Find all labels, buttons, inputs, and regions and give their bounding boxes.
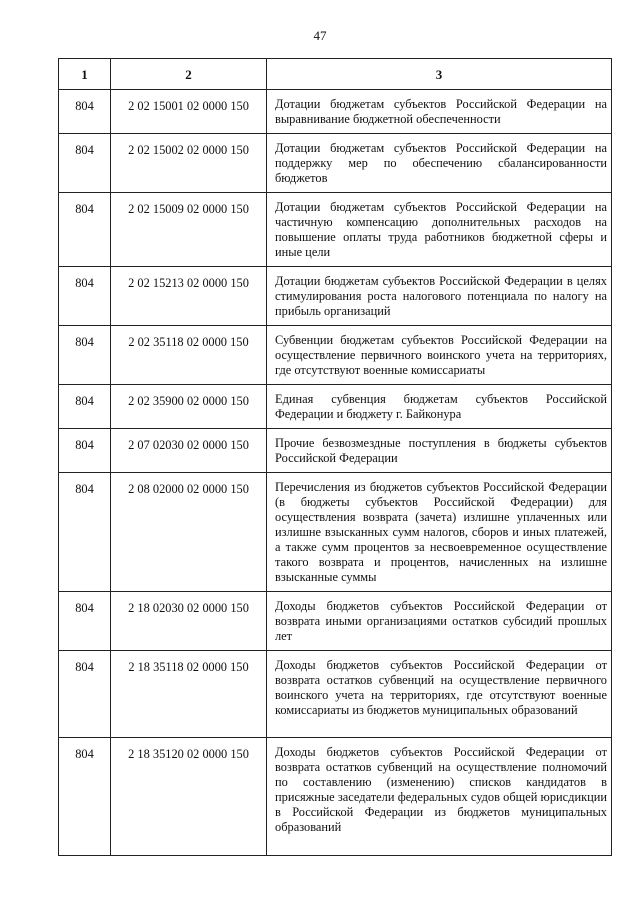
admin-code-cell: 804 (59, 134, 111, 193)
revenue-code-cell: 2 02 35900 02 0000 150 (111, 385, 267, 429)
admin-code-cell: 804 (59, 738, 111, 856)
admin-code-cell: 804 (59, 651, 111, 738)
table-row (59, 90, 612, 134)
column-header-3: 3 (267, 59, 612, 90)
description-cell: Перечисления из бюджетов субъектов Российской Федерации (в бюджеты субъектов Российской Федерации) для осуществления возврата (зачета) излишне уплаченных или излишне взысканных сумм налогов, сборов и иных платежей, а также сумм процентов за несвоевременное осуществление такого возврата и процентов, начисленных на излишне взысканные суммы (267, 473, 612, 592)
table-row (59, 326, 612, 385)
revenue-code-cell: 2 18 02030 02 0000 150 (111, 592, 267, 651)
description-cell: Доходы бюджетов субъектов Российской Федерации от возврата иными организациями остатков субсидий прошлых лет (267, 592, 612, 651)
description-cell: Субвенции бюджетам субъектов Российской Федерации на осуществление первичного воинского учета на территориях, где отсутствуют военные комиссариаты (267, 326, 612, 385)
admin-code-cell: 804 (59, 90, 111, 134)
description-cell: Доходы бюджетов субъектов Российской Федерации от возврата остатков субвенций на осуществление полномочий по составлению (изменению) списков кандидатов в присяжные заседатели федеральных судов общей юрисдикции в Российской Федерации из бюджетов муниципальных образований (267, 738, 612, 856)
page-number: 47 (313, 28, 327, 43)
revenue-code-cell: 2 18 35118 02 0000 150 (111, 651, 267, 738)
description-cell: Дотации бюджетам субъектов Российской Федерации в целях стимулирования роста налогового потенциала по налогу на прибыль организаций (267, 267, 612, 326)
revenue-code-cell: 2 07 02030 02 0000 150 (111, 429, 267, 473)
revenue-code-cell: 2 02 35118 02 0000 150 (111, 326, 267, 385)
table-row (59, 473, 612, 592)
admin-code-cell: 804 (59, 326, 111, 385)
description-cell: Дотации бюджетам субъектов Российской Федерации на частичную компенсацию дополнительных расходов на повышение оплаты труда работников бюджетной сферы и иные цели (267, 193, 612, 267)
table-row (59, 385, 612, 429)
revenue-code-cell: 2 02 15001 02 0000 150 (111, 90, 267, 134)
revenue-code-cell: 2 08 02000 02 0000 150 (111, 473, 267, 592)
admin-code-cell: 804 (59, 267, 111, 326)
admin-code-cell: 804 (59, 592, 111, 651)
table-row (59, 651, 612, 738)
description-cell: Прочие безвозмездные поступления в бюджеты субъектов Российской Федерации (267, 429, 612, 473)
admin-code-cell: 804 (59, 385, 111, 429)
description-cell: Единая субвенция бюджетам субъектов Российской Федерации и бюджету г. Байконура (267, 385, 612, 429)
description-cell: Дотации бюджетам субъектов Российской Федерации на выравнивание бюджетной обеспеченности (267, 90, 612, 134)
description-cell: Доходы бюджетов субъектов Российской Федерации от возврата остатков субвенций на осуществление первичного воинского учета на территориях, где отсутствуют военные комиссариаты из бюджетов муниципальных образований (267, 651, 612, 738)
admin-code-cell: 804 (59, 473, 111, 592)
admin-code-cell: 804 (59, 429, 111, 473)
revenue-code-cell: 2 02 15213 02 0000 150 (111, 267, 267, 326)
table-header-row (59, 59, 612, 90)
budget-revenue-table (58, 58, 612, 856)
table-row (59, 738, 612, 856)
revenue-code-cell: 2 02 15002 02 0000 150 (111, 134, 267, 193)
table-row (59, 592, 612, 651)
table-row (59, 429, 612, 473)
admin-code-cell: 804 (59, 193, 111, 267)
table-row (59, 267, 612, 326)
revenue-code-cell: 2 02 15009 02 0000 150 (111, 193, 267, 267)
table-row (59, 193, 612, 267)
revenue-code-cell: 2 18 35120 02 0000 150 (111, 738, 267, 856)
description-cell: Дотации бюджетам субъектов Российской Федерации на поддержку мер по обеспечению сбалансированности бюджетов (267, 134, 612, 193)
column-header-1: 1 (59, 59, 111, 90)
column-header-2: 2 (111, 59, 267, 90)
table-row (59, 134, 612, 193)
